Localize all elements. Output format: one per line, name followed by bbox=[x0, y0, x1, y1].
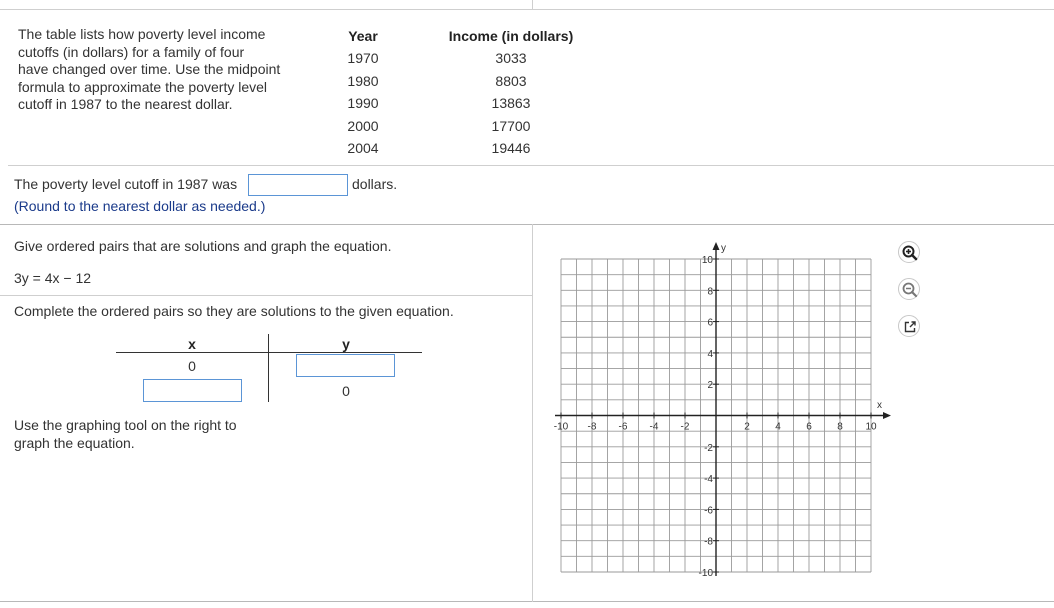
y-tick-label: -10 bbox=[698, 568, 713, 579]
x-axis-arrow bbox=[883, 412, 891, 419]
intro-line: cutoff in 1987 to the nearest dollar. bbox=[18, 96, 233, 112]
problem-intro bbox=[18, 26, 318, 114]
table-row bbox=[335, 115, 631, 138]
y-tick-label: 4 bbox=[707, 348, 713, 360]
intro-line: The table lists how poverty level income bbox=[18, 26, 266, 42]
popout-icon bbox=[899, 316, 921, 338]
income-cell: 8803 bbox=[495, 72, 527, 89]
x-tick-label: 8 bbox=[837, 421, 843, 433]
y-tick-label: -6 bbox=[704, 505, 713, 517]
graph-note-line: graph the equation. bbox=[14, 434, 135, 451]
graph-note-line: Use the graphing tool on the right to bbox=[14, 417, 237, 433]
income-cell: 3033 bbox=[495, 50, 527, 67]
y-tick-label: -4 bbox=[704, 474, 713, 486]
x-header: x bbox=[188, 336, 196, 352]
intro-line: have changed over time. Use the midpoint bbox=[18, 61, 281, 77]
x-tick-label: 10 bbox=[865, 421, 877, 433]
x-tick-label: -10 bbox=[553, 421, 569, 433]
x-tick-label: 4 bbox=[775, 421, 781, 433]
income-cell: 17700 bbox=[491, 117, 531, 134]
poverty-table bbox=[335, 25, 631, 160]
income-cell: 19446 bbox=[491, 140, 531, 157]
zoom-out-button[interactable] bbox=[898, 278, 920, 300]
income-cell: 13863 bbox=[491, 95, 531, 112]
year-header: Year bbox=[348, 28, 378, 44]
instruction-text: Give ordered pairs that are solutions and graph the equation. bbox=[14, 238, 392, 254]
x-tick-label: -6 bbox=[618, 421, 628, 433]
intro-line: cutoffs (in dollars) for a family of four bbox=[18, 43, 245, 60]
y-tick-label: 10 bbox=[701, 255, 713, 266]
top-separator bbox=[0, 9, 1054, 10]
table-row bbox=[335, 70, 631, 93]
year-cell: 1980 bbox=[347, 72, 379, 89]
bottom-separator bbox=[0, 601, 1054, 602]
table-row bbox=[335, 137, 631, 160]
y-tick-label: -2 bbox=[704, 442, 713, 454]
x-axis-label: x bbox=[877, 400, 882, 411]
ordered-pairs-table bbox=[116, 334, 422, 404]
y-value-input[interactable] bbox=[296, 354, 395, 377]
y-header: y bbox=[342, 336, 350, 352]
answer-prefix: The poverty level cutoff in 1987 was bbox=[14, 176, 238, 192]
equation-text: 3y = 4x − 12 bbox=[14, 270, 92, 286]
table-row bbox=[335, 47, 631, 70]
table-header-line bbox=[116, 352, 422, 353]
y-axis-label: y bbox=[721, 243, 726, 254]
year-cell: 2004 bbox=[347, 140, 379, 157]
poverty-cutoff-input[interactable] bbox=[248, 174, 348, 196]
popout-button[interactable] bbox=[898, 315, 920, 337]
x-tick-label: 2 bbox=[744, 421, 750, 433]
y-tick-label: 6 bbox=[707, 317, 713, 329]
table-column-divider bbox=[268, 334, 269, 402]
problem-separator bbox=[8, 165, 1054, 166]
zoom-in-button[interactable] bbox=[898, 241, 920, 263]
table-row bbox=[335, 92, 631, 115]
y-axis-arrow bbox=[713, 242, 720, 250]
x-tick-label: -2 bbox=[680, 421, 690, 433]
complete-prompt: Complete the ordered pairs so they are solutions to the given equation. bbox=[14, 303, 454, 319]
section-separator bbox=[0, 224, 1054, 225]
y-tick-label: 2 bbox=[707, 380, 713, 392]
year-cell: 2000 bbox=[347, 117, 379, 134]
vertical-divider bbox=[532, 224, 533, 602]
x-tick-label: -4 bbox=[649, 421, 659, 433]
x-value-input[interactable] bbox=[143, 379, 242, 402]
intro-line: formula to approximate the poverty level bbox=[18, 78, 268, 95]
axes bbox=[555, 242, 891, 576]
x-value-0: 0 bbox=[188, 358, 196, 374]
top-divider-tick bbox=[532, 0, 533, 9]
y-tick-label: 8 bbox=[707, 286, 713, 298]
round-note: (Round to the nearest dollar as needed.) bbox=[14, 198, 266, 214]
graph-note bbox=[14, 417, 237, 452]
zoom-out-icon bbox=[899, 279, 921, 301]
y-tick-label: -8 bbox=[704, 536, 713, 548]
year-cell: 1990 bbox=[347, 95, 379, 112]
table-header-row bbox=[335, 25, 631, 47]
coordinate-graph[interactable] bbox=[540, 236, 910, 586]
income-header: Income (in dollars) bbox=[448, 28, 574, 44]
answer-suffix: dollars. bbox=[352, 176, 398, 192]
x-tick-label: 6 bbox=[806, 421, 812, 433]
year-cell: 1970 bbox=[347, 50, 379, 67]
zoom-in-icon bbox=[899, 242, 921, 264]
second-separator bbox=[0, 295, 532, 296]
x-tick-label: -8 bbox=[587, 421, 597, 433]
y-value-1: 0 bbox=[342, 383, 350, 399]
